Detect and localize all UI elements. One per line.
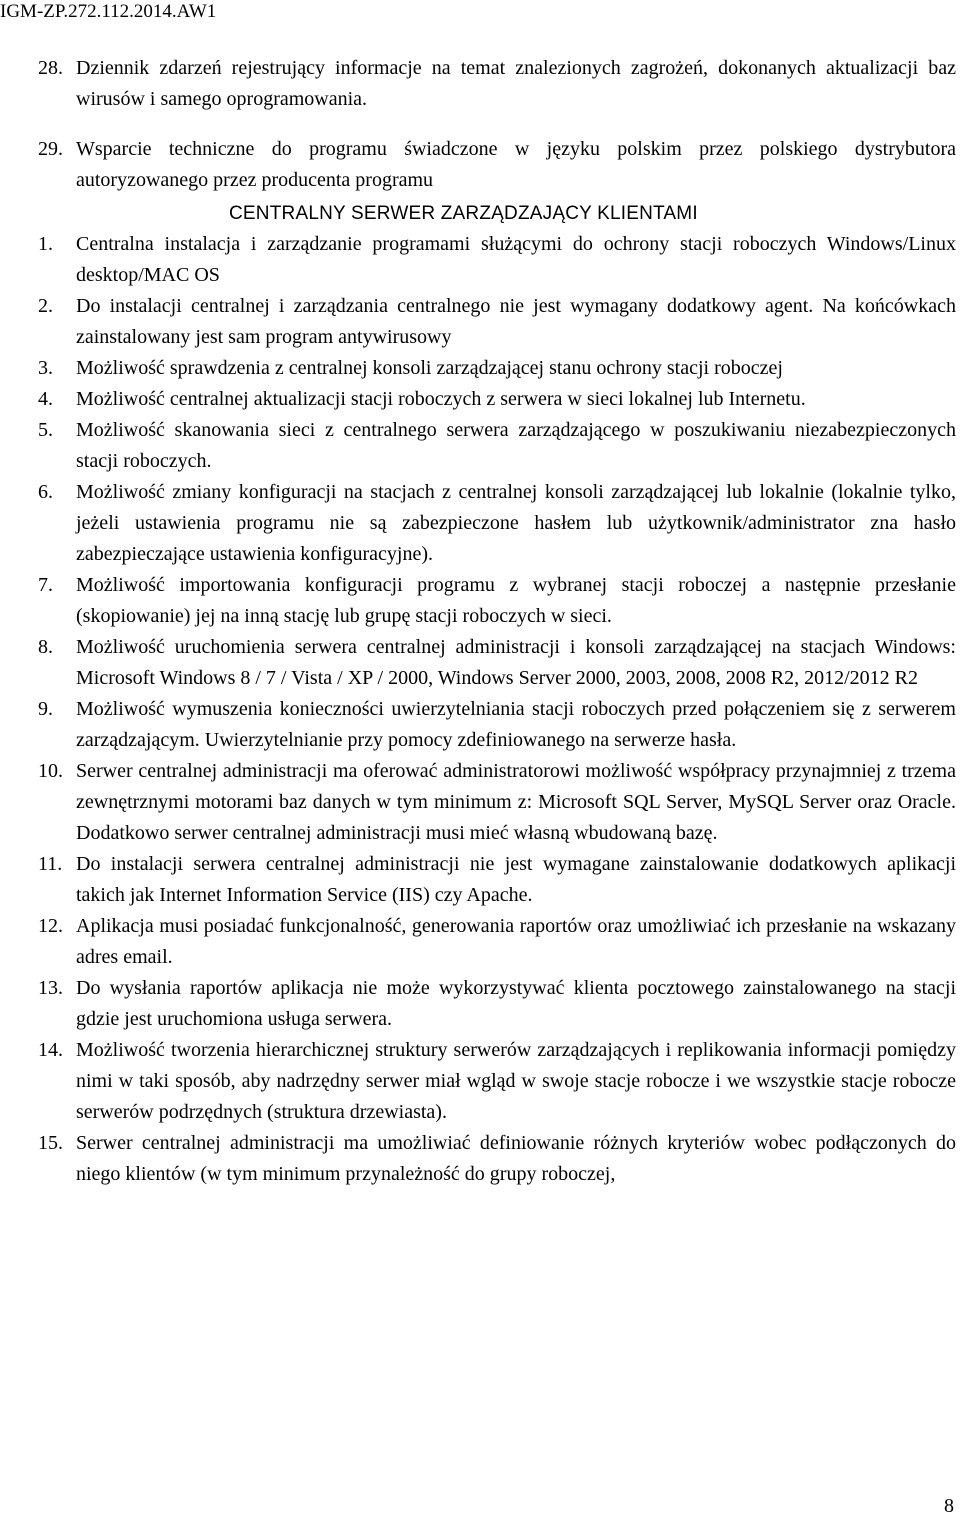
item-number: 3. xyxy=(38,357,53,379)
list-item xyxy=(38,291,956,353)
item-text: Dziennik zdarzeń rejestrujący informacje na temat znalezionych zagrożeń, dokonanych aktualizacji baz wirusów i samego oprogramowania. xyxy=(76,57,956,110)
item-text: Aplikacja musi posiadać funkcjonalność, generowania raportów oraz umożliwiać ich przesłanie na wskazany adres email. xyxy=(76,915,956,968)
item-number: 5. xyxy=(38,419,53,441)
item-number: 14. xyxy=(38,1039,63,1061)
list-item xyxy=(38,353,956,384)
item-text: Możliwość importowania konfiguracji programu z wybranej stacji roboczej a następnie przesłanie (skopiowanie) jej na inną stację lub grupę stacji roboczych w sieci. xyxy=(76,574,956,627)
item-text: Możliwość tworzenia hierarchicznej struktury serwerów zarządzających i replikowania informacji pomiędzy nimi w taki sposób, aby nadrzędny serwer miał wgląd w swoje stacje robocze i we wszystkie stacje robocze serwerów podrzędnych (struktura drzewiasta). xyxy=(76,1039,956,1123)
list-item xyxy=(38,1128,956,1190)
item-text: Do wysłania raportów aplikacja nie może wykorzystywać klienta pocztowego zainstalowanego na stacji gdzie jest uruchomiona usługa serwera. xyxy=(76,977,956,1030)
item-text: Do instalacji serwera centralnej administracji nie jest wymagane zainstalowanie dodatkowych aplikacji takich jak Internet Information Service (IIS) czy Apache. xyxy=(76,853,956,906)
list-item xyxy=(38,53,956,115)
item-number: 8. xyxy=(38,636,53,658)
list-item xyxy=(38,570,956,632)
section-heading: CENTRALNY SERWER ZARZĄDZAJĄCY KLIENTAMI xyxy=(229,203,698,224)
item-number: 29. xyxy=(38,138,63,160)
item-text: Możliwość zmiany konfiguracji na stacjach z centralnej konsoli zarządzającej lub lokalnie (lokalnie tylko, jeżeli ustawienia programu nie są zabezpieczone hasłem lub użytkownik/administrator zna hasło zabezpieczające ustawienia konfiguracyjne). xyxy=(76,481,956,565)
list-item xyxy=(38,477,956,570)
item-number: 9. xyxy=(38,698,53,720)
item-text: Centralna instalacja i zarządzanie programami służącymi do ochrony stacji roboczych Windows/Linux desktop/MAC OS xyxy=(76,233,956,286)
list-item xyxy=(38,694,956,756)
item-number: 6. xyxy=(38,481,53,503)
item-number: 12. xyxy=(38,915,63,937)
item-text: Wsparcie techniczne do programu świadczone w języku polskim przez polskiego dystrybutora autoryzowanego przez producenta programu xyxy=(76,138,956,191)
item-text: Możliwość uruchomienia serwera centralnej administracji i konsoli zarządzającej na stacjach Windows: Microsoft Windows 8 / 7 / Vista / XP / 2000, Windows Server 2000, 2003, 2008, 2008 R2, 2012/2012 R2 xyxy=(76,636,956,689)
list-item xyxy=(38,384,956,415)
item-number: 4. xyxy=(38,388,53,410)
document-body xyxy=(38,53,956,1190)
item-number: 2. xyxy=(38,295,53,317)
item-text: Możliwość sprawdzenia z centralnej konsoli zarządzającej stanu ochrony stacji roboczej xyxy=(76,357,783,379)
list-item xyxy=(38,632,956,694)
list-item xyxy=(38,229,956,291)
item-number: 7. xyxy=(38,574,53,596)
document-code-header: IGM-ZP.272.112.2014.AW1 xyxy=(0,1,217,22)
item-number: 13. xyxy=(38,977,63,999)
item-number: 28. xyxy=(38,57,63,79)
item-number: 11. xyxy=(38,853,63,875)
list-item xyxy=(38,973,956,1035)
item-number: 15. xyxy=(38,1132,63,1154)
list-item xyxy=(38,415,956,477)
page-number: 8 xyxy=(944,1495,954,1517)
requirements-list xyxy=(38,229,956,1190)
item-number: 10. xyxy=(38,760,63,782)
item-text: Do instalacji centralnej i zarządzania centralnego nie jest wymagany dodatkowy agent. Na końcówkach zainstalowany jest sam program antywirusowy xyxy=(76,295,956,348)
item-text: Możliwość skanowania sieci z centralnego serwera zarządzającego w poszukiwaniu niezabezpieczonych stacji roboczych. xyxy=(76,419,956,472)
list-item xyxy=(38,1035,956,1128)
list-item xyxy=(38,911,956,973)
item-text: Możliwość centralnej aktualizacji stacji roboczych z serwera w sieci lokalnej lub Internetu. xyxy=(76,388,806,410)
list-item xyxy=(38,134,956,196)
list-item xyxy=(38,756,956,849)
item-text: Możliwość wymuszenia konieczności uwierzytelniania stacji roboczych przed połączeniem się z serwerem zarządzającym. Uwierzytelnianie przy pomocy zdefiniowanego na serwerze hasła. xyxy=(76,698,956,751)
list-item xyxy=(38,849,956,911)
item-text: Serwer centralnej administracji ma umożliwiać definiowanie różnych kryteriów wobec podłączonych do niego klientów (w tym minimum przynależność do grupy roboczej, xyxy=(76,1132,956,1185)
item-number: 1. xyxy=(38,233,53,255)
item-text: Serwer centralnej administracji ma oferować administratorowi możliwość współpracy przynajmniej z trzema zewnętrznymi motorami baz danych w tym minimum z: Microsoft SQL Server, MySQL Server oraz Oracle. Dodatkowo serwer centralnej administracji musi mieć własną wbudowaną bazę. xyxy=(76,760,956,844)
